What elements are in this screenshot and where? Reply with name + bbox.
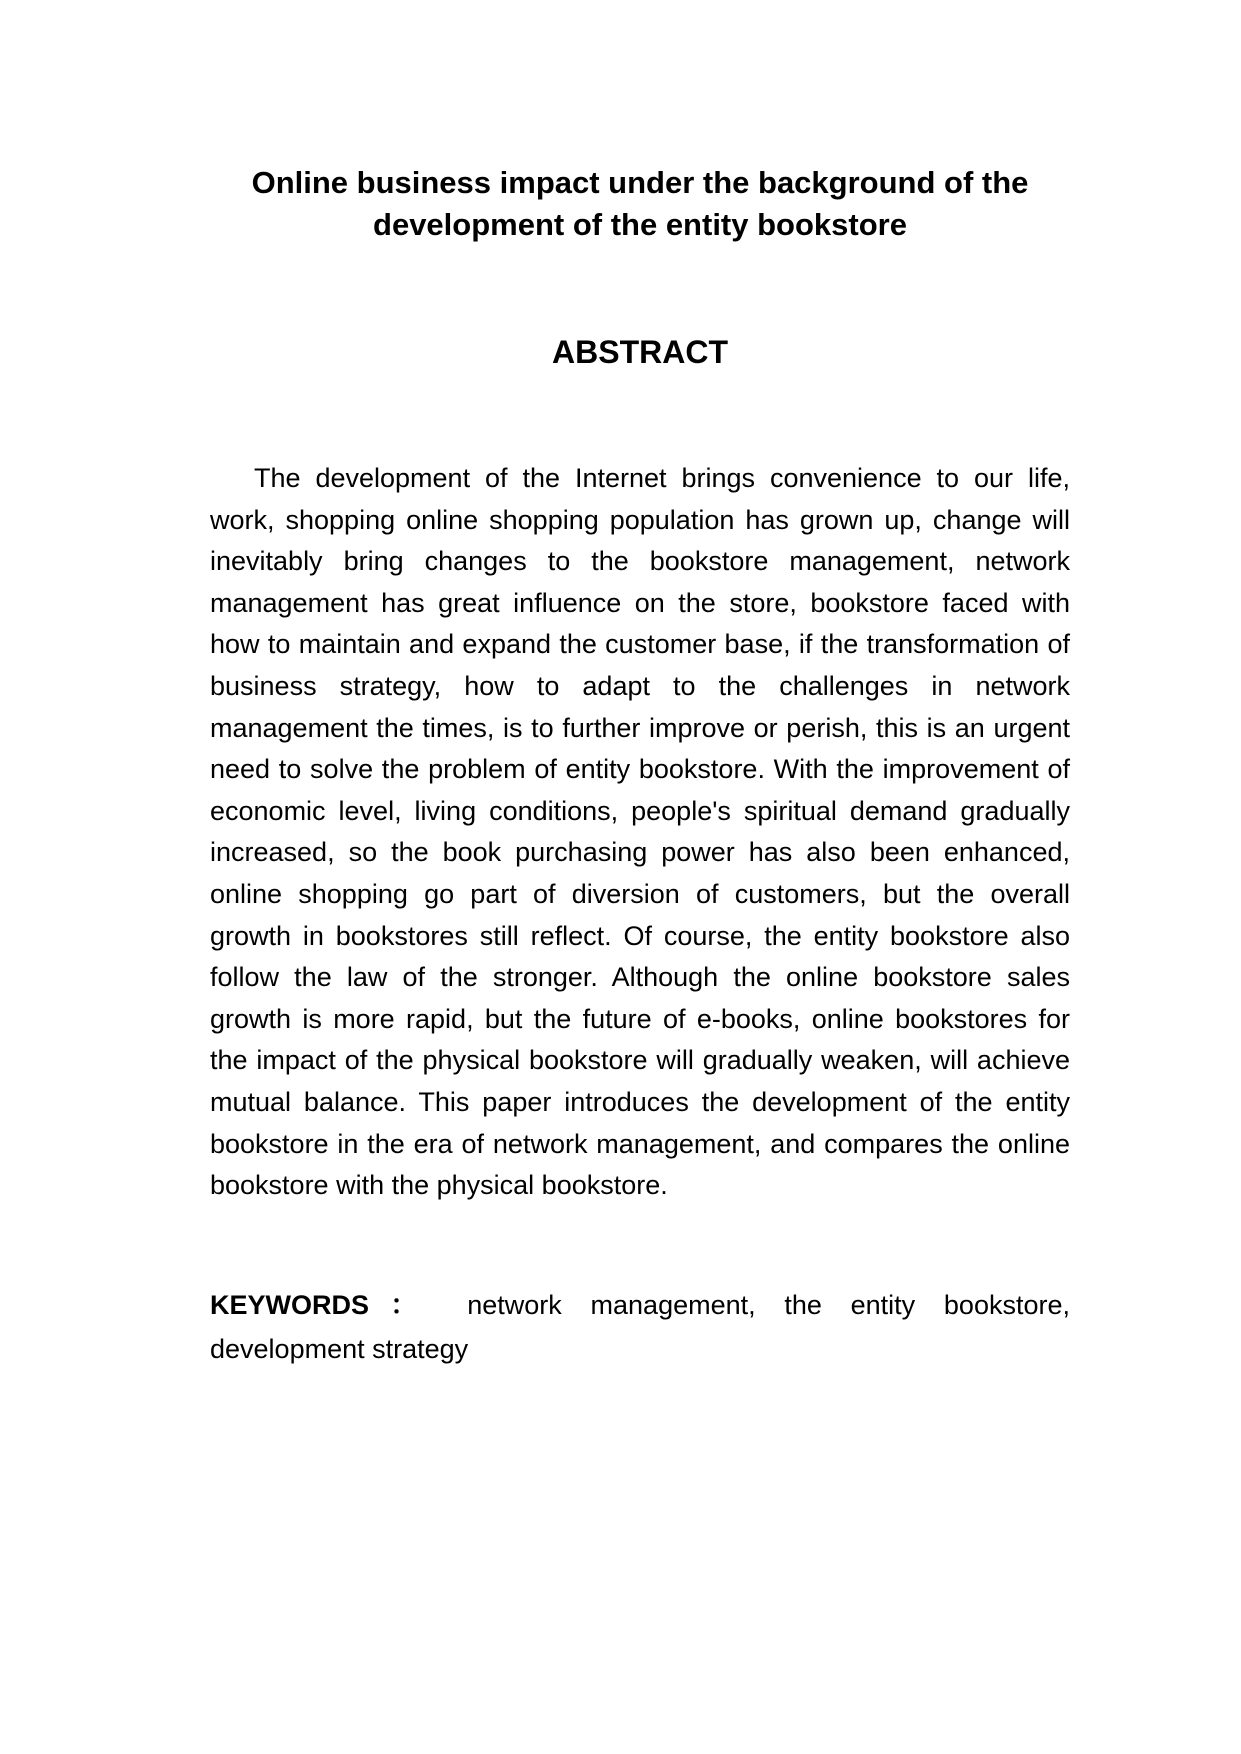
paper-title-line-1: Online business impact under the background of the bbox=[251, 165, 1029, 200]
keywords-text: network management, the entity bookstore, development strategy bbox=[210, 1290, 1070, 1364]
keywords-line bbox=[210, 1283, 1070, 1371]
abstract-heading: ABSTRACT bbox=[552, 334, 728, 370]
keywords-label: KEYWORDS： bbox=[210, 1290, 439, 1320]
abstract-paragraph: The development of the Internet brings convenience to our life, work, shopping online shopping population has grown up, change will inevitably bring changes to the bookstore management, network management has great influence on the store, bookstore faced with how to maintain and expand the customer base, if the transformation of business strategy, how to adapt to the challenges in network management the times, is to further improve or perish, this is an urgent need to solve the problem of entity bookstore. With the improvement of economic level, living conditions, people's spiritual demand gradually increased, so the book purchasing power has also been enhanced, online shopping go part of diversion of customers, but the overall growth in bookstores still reflect. Of course, the entity bookstore also follow the law of the stronger. Although the online bookstore sales growth is more rapid, but the future of e-books, online bookstores for the impact of the physical bookstore will gradually weaken, will achieve mutual balance. This paper introduces the development of the entity bookstore in the era of network management, and compares the online bookstore with the physical bookstore. bbox=[210, 463, 1070, 1201]
paper-title-line-2: development of the entity bookstore bbox=[373, 207, 907, 242]
paper-title bbox=[160, 162, 1120, 246]
